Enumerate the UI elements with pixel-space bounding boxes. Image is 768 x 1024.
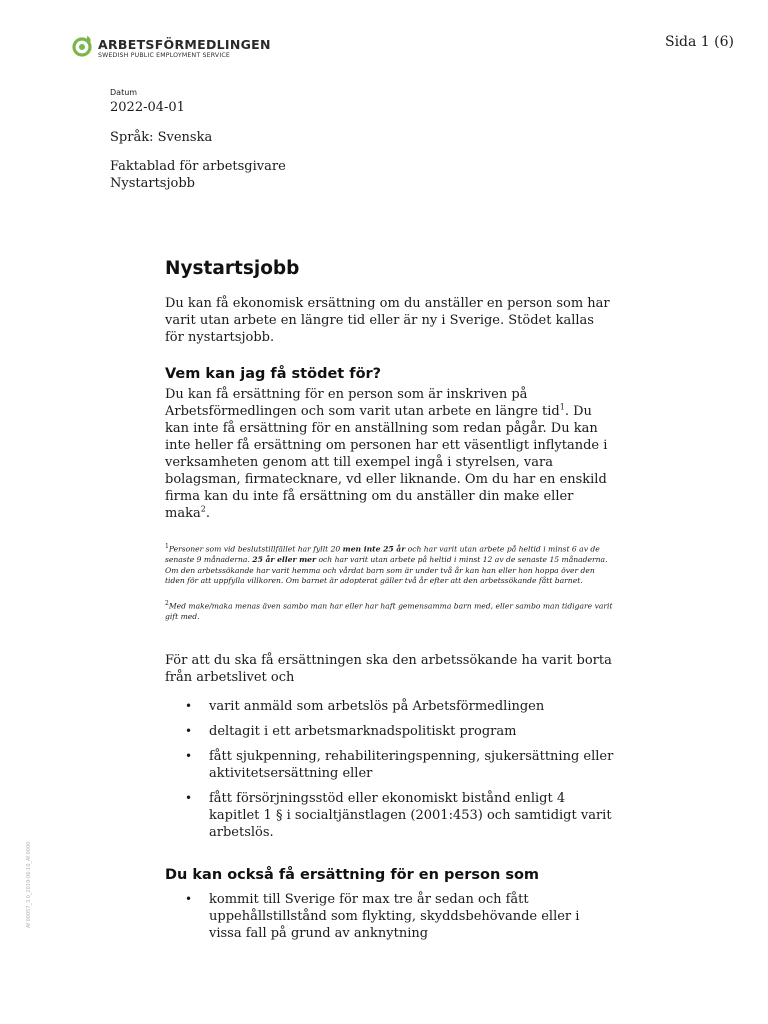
- footnote-1: [165, 542, 615, 587]
- newcomers-list: [165, 891, 615, 942]
- conditions-paragraph: För att du ska få ersättningen ska den arbetssökande ha varit borta från arbetslivet och: [165, 653, 612, 686]
- eligibility-text-2: . Du kan inte få ersättning för en anställning som redan pågår. Du kan inte heller få ersättning om personen har ett väsentligt inflytande i verksamheten genom att till exempel ingå i styrelsen, vara bolagsman, firmatecknare, vd eller liknande. Om du har en enskild firma kan du inte få ersättning om du anställer din make eller maka: [165, 404, 608, 521]
- eligibility-paragraph: [165, 386, 615, 522]
- footnote-1-number: 1: [165, 543, 169, 550]
- list-item: [165, 748, 615, 782]
- date-value: 2022-04-01: [110, 100, 185, 115]
- logo-subtitle: SWEDISH PUBLIC EMPLOYMENT SERVICE: [98, 52, 230, 59]
- footnote-ref-2[interactable]: 2: [200, 504, 206, 514]
- document-type-block: [110, 158, 286, 192]
- list-item-text: kommit till Sverige för max tre år sedan och fått uppehållstillstånd som flykting, skyddsbehövande eller i vissa fall på grund av anknytning: [209, 892, 580, 942]
- list-item-text: deltagit i ett arbetsmarknadspolitiskt program: [209, 724, 517, 740]
- footnote-ref-1[interactable]: 1: [559, 402, 565, 412]
- form-reference-note: Af 00057_3.0_2019-06-10_Af 0000: [26, 841, 32, 928]
- logo-mark-icon: [72, 34, 94, 58]
- footnote-2-number: 2: [165, 599, 169, 607]
- list-item: [165, 790, 615, 841]
- eligibility-text-1: Du kan få ersättning för en person som är inskriven på Arbetsförmedlingen och som varit utan arbete en längre tid: [165, 387, 560, 419]
- arbetsformedlingen-logo: [72, 34, 272, 64]
- footnote-2: [165, 599, 615, 623]
- list-item: [165, 723, 615, 740]
- date-label: Datum: [110, 88, 138, 97]
- document-name: Nystartsjobb: [110, 176, 195, 191]
- footnote-1-bold-b: 25 år eller mer: [252, 555, 317, 565]
- list-item-text: varit anmäld som arbetslös på Arbetsförmedlingen: [209, 699, 545, 715]
- bullet-icon: •: [185, 749, 193, 764]
- intro-paragraph: Du kan få ekonomisk ersättning om du anställer en person som har varit utan arbete en längre tid eller är ny i Sverige. Stödet kallas för nystartsjobb.: [165, 296, 610, 345]
- language-line: Språk: Svenska: [110, 130, 213, 145]
- bullet-icon: •: [185, 791, 193, 806]
- section-heading-eligibility: Vem kan jag få stödet för?: [165, 366, 382, 382]
- list-item-text: fått sjukpenning, rehabiliteringspenning, sjukersättning eller aktivitetsersättning eller: [209, 749, 614, 782]
- list-item-text: fått försörjningsstöd eller ekonomiskt bistånd enligt 4 kapitlet 1 § i socialtjänstlagen (2001:453) och samtidigt varit arbetslös.: [209, 791, 612, 841]
- footnote-1-text-a: Personer som vid beslutstillfället har fyllt 20: [168, 544, 343, 554]
- logo-name: ARBETSFÖRMEDLINGEN: [98, 37, 271, 52]
- footnote-1-bold-a: men inte 25 år: [342, 544, 406, 554]
- list-item: [165, 698, 615, 715]
- footnote-1-text-c: och har varit utan arbete på heltid i minst 12 av de senaste 15 månaderna. Om den arbetssökande har varit hemma och vårdat barn som är under två år kan han eller hon hoppa över den tiden för att uppfylla villkoren. Om barnet är adopterat gäller två år efter att den arbetssökande fått barnet.: [165, 555, 608, 586]
- eligibility-text-3: .: [205, 506, 210, 521]
- list-item: [165, 891, 615, 942]
- section-heading-newcomers: Du kan också få ersättning för en person som: [165, 867, 540, 884]
- footnote-1-text-b: och har varit utan arbete på heltid i minst 6 av de senaste 9 månaderna.: [165, 544, 600, 565]
- main-content: [165, 258, 615, 942]
- bullet-icon: •: [185, 699, 193, 714]
- page-title: Nystartsjobb: [165, 258, 300, 279]
- bullet-icon: •: [185, 892, 193, 907]
- bullet-icon: •: [185, 724, 193, 739]
- footnote-2-text: Med make/maka menas även sambo man har eller har haft gemensamma barn med, eller sambo man tidigare varit gift med.: [165, 601, 613, 621]
- page-number: Sida 1 (6): [664, 34, 734, 50]
- conditions-list: [165, 698, 615, 841]
- document-type: Faktablad för arbetsgivare: [110, 159, 286, 174]
